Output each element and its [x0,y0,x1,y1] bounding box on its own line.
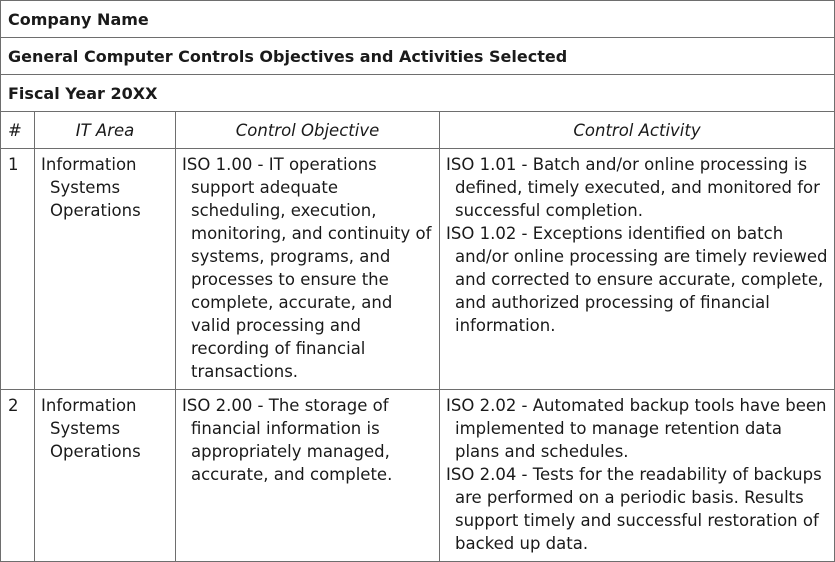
company-name-row [1,1,835,38]
column-header-num: # [1,112,35,149]
table-title: General Computer Controls Objectives and Activities Selected [1,38,835,75]
table-row [1,149,835,390]
control-activity [446,153,828,222]
activity-text: - Automated backup tools have been implemented to manage retention data plans and schedules. [455,396,827,461]
objective-text: - IT operations support adequate scheduling, execution, monitoring, and continuity of systems, programs, and processes to ensure the complete, accurate, and valid processing and recording of financial transactions. [191,155,432,381]
row-number: 2 [1,390,35,562]
objective-code: ISO 1.00 [182,155,253,174]
control-objective [182,153,433,383]
objective-code: ISO 2.00 [182,396,253,415]
activity-code: ISO 2.02 [446,396,517,415]
control-objective-cell [176,390,440,562]
activity-text: - Batch and/or online processing is defined, timely executed, and monitored for successful completion. [455,155,820,220]
row-number: 1 [1,149,35,390]
control-objective-cell [176,149,440,390]
column-header-control-activity: Control Activity [440,112,835,149]
it-area-cell [35,390,176,562]
control-activity-cell [440,390,835,562]
it-area-text: Information Systems Operations [41,155,141,220]
control-activity [446,222,828,337]
table-title-row [1,38,835,75]
it-area-text: Information Systems Operations [41,396,141,461]
objective-text: - The storage of financial information is appropriately managed, accurate, and complete. [191,396,393,484]
company-name: Company Name [1,1,835,38]
column-header-it-area: IT Area [35,112,176,149]
fiscal-year-row [1,75,835,112]
activity-text: - Tests for the readability of backups are performed on a periodic basis. Results support timely and successful restoration of backed up data. [455,465,822,553]
control-activity [446,463,828,555]
activity-code: ISO 2.04 [446,465,517,484]
column-header-row [1,112,835,149]
table-row [1,390,835,562]
control-activity-cell [440,149,835,390]
control-activity [446,394,828,463]
activity-code: ISO 1.02 [446,224,517,243]
activity-text: - Exceptions identified on batch and/or online processing are timely reviewed and corrected to ensure accurate, complete, and authorized processing of financial information. [455,224,828,335]
column-header-control-objective: Control Objective [176,112,440,149]
activity-code: ISO 1.01 [446,155,517,174]
fiscal-year: Fiscal Year 20XX [1,75,835,112]
it-area-cell [35,149,176,390]
control-objective [182,394,433,486]
